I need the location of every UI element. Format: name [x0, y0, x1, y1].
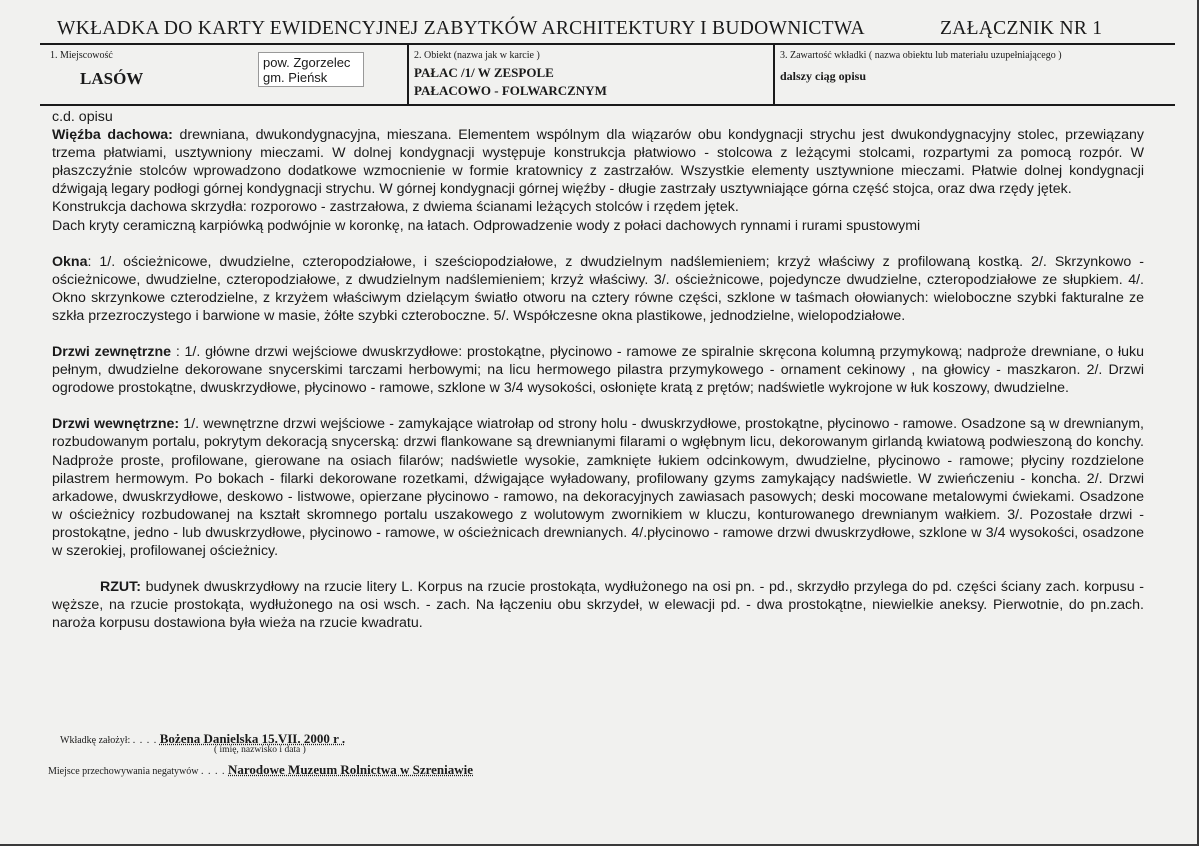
roof-heading: Więźba dachowa: [52, 127, 173, 144]
content-label: 3. Zawartość wkładki ( nazwa obiektu lub materiału uzupełniającego ) [780, 50, 1062, 61]
roof-paragraph-3: Dach kryty ceramiczną karpiówką podwójnie w koronkę, na łatach. Odprowadzenie wody z połaci dachowych rynnami i rurami spustowymi [52, 217, 921, 234]
windows-heading: Okna [52, 253, 88, 270]
windows-text: : 1/. ościeżnicowe, dwudzielne, czteropodziałowe, i sześciopodziałowe, z dwudzielnym nadślemieniem; krzyż właściwy z profilowaną kostką. 2/. Skrzynkowo - ościeżnicowe, dwudzielne, czteropodziałowe, z dwudzielnym nadślemieniem; krzyż właściwy. 3/. ościeżnicowe, pojedyncze dwudzielne, czteropodziałowe ze słupkiem. 4/. Okno skrzynkowe czterodzielne, z krzyżem właściwym dzielącym światło otworu na cztery równe części, szklone w taśmach ołowianych: wieloboczne szybki fakturalne ze szkła przezroczystego i barwione w masie, żółte szybki czteroboczne. 5/. Współczesne okna plastikowe, jednodzielne, wielopodziałowe. [52, 253, 1144, 324]
district-line-1: pow. Zgorzelec [263, 55, 351, 70]
interior-doors-text: 1/. wewnętrzne drzwi wejściowe - zamykające wiatrołap od strony holu - dwuskrzydłowe, prostokątne, płycinowo - ramowe. Osadzone są w drewnianym, rozbudowanym portalu, pokrytym dekoracją snycerską: drzwi flankowane są drewnianymi filarami o wgłębnym licu, dekorowanym girlandą kwiatową podwieszoną do konchy. Nadproże proste, profilowane, gierowane na osiach filarów; nadświetle wysokie, zamknięte łukiem odcinkowym, dwudzielne, płycinowo - ramowe; płyciny rozdzielone pilastrem hermowym. Po bokach - filarki dekorowane rozetkami, dźwigające wyładowany, profilowany gzyms zamykający nadświetle. W zwieńczeniu - koncha. 2/. Drzwi arkadowe, dwuskrzydłowe, deskowo - listwowe, opierzane płycinowo - ramowo, na dekoracyjnych zawiasach pasowych; deski mocowane metalowymi ćwiekami. Osadzone w ościeżnicy rozbudowanej na kształt skromnego portalu uszakowego z wolutowym zwornikiem w kluczu, konturowanego drewnianym wałkiem. 3/. Pozostałe drzwi - prostokątne, jedno - lub dwuskrzydłowe, płycinowo - ramowe, w ościeżnicach drewnianych. 4/.płycinowo - ramowe drzwi dwuskrzydłowe, szklone w 3/4 wysokości, osadzone w szerokiej, profilowanej ościeżnicy. [52, 416, 1144, 559]
header-top-rule [40, 43, 1175, 45]
district-line-2: gm. Pieńsk [263, 70, 328, 85]
storage-row: Miejsce przechowywania negatywów . . . . Narodowe Muzeum Rolnictwa w Szreniawie [48, 762, 474, 777]
windows-paragraph [52, 253, 1144, 325]
plan-heading: RZUT: [100, 579, 141, 596]
author-hint: ( imię, nazwisko i data ) [214, 745, 306, 755]
object-label: 2. Obiekt (nazwa jak w karcie ) [414, 50, 540, 61]
interior-doors-paragraph [52, 415, 1144, 560]
column-divider-1 [407, 43, 409, 106]
locality-label: 1. Miejscowość [50, 50, 113, 61]
roof-paragraph-2: Konstrukcja dachowa skrzydła: rozporowo - zastrzałowa, z dwiema ścianami leżących stolców i rzędem jętek. [52, 199, 739, 216]
description-body [52, 108, 1144, 632]
author-label: Wkładkę założył: [60, 735, 131, 746]
district-box [258, 52, 364, 87]
annex-number: ZAŁĄCZNIK NR 1 [940, 18, 1103, 39]
exterior-doors-text: : 1/. główne drzwi wejściowe dwuskrzydłowe: prostokątne, płycinowo - ramowe ze spiralnie skręcona kolumną przymykową; nadproże drewniane, o łuku pełnym, dwudzielne dekorowane snycerskimi tarczami herbowymi; na licu hermowego pilastra przymykowego - ornament cekinowy , na głowicy - maszkaron. 2/. Drzwi ogrodowe prostokątne, dwuskrzydłowe, płycinowo - ramowe, szklone w 3/4 wysokości, osłonięte kratą z prętów; nadświetle wykrojone w łuk koszowy, dwudzielne. [52, 344, 1144, 397]
plan-text: budynek dwuskrzydłowy na rzucie litery L. Korpus na rzucie prostokąta, wydłużonego na osi pn. - pd., skrzydło przylega do pd. części ściany zach. korpusu - węższe, na rzucie prostokąta, wydłużonego na osi wsch. - zach. Na łączeniu obu skrzydeł, w elewacji pd. - dwa prostokątne, niewielkie aneksy. Pierwotnie, do pn.zach. naroża korpusu dostawiona była wieża na rzucie kwadratu. [52, 579, 1144, 632]
content-value: dalszy ciąg opisu [780, 69, 867, 83]
author-value: Bożena Danielska 15.VII. 2000 r . [159, 731, 346, 746]
exterior-doors-paragraph [52, 343, 1144, 397]
locality-value: LASÓW [80, 69, 144, 88]
author-row: Wkładkę założył: . . . . Bożena Danielska 15.VII. 2000 r . [60, 731, 346, 746]
object-line-2: PAŁACOWO - FOLWARCZNYM [414, 83, 607, 98]
header-bottom-rule [40, 104, 1175, 106]
roof-paragraph [52, 126, 1144, 198]
storage-label: Miejsce przechowywania negatywów [48, 766, 199, 777]
exterior-doors-heading: Drzwi zewnętrzne [52, 344, 172, 361]
document-title: WKŁADKA DO KARTY EWIDENCYJNEJ ZABYTKÓW ARCHITEKTURY I BUDOWNICTWA [57, 18, 865, 39]
intro-line: c.d. opisu [52, 109, 113, 125]
storage-value: Narodowe Muzeum Rolnictwa w Szreniawie [228, 762, 474, 777]
object-line-1: PAŁAC /1/ W ZESPOLE [414, 65, 554, 80]
roof-text: drewniana, dwukondygnacyjna, mieszana. Elementem wspólnym dla wiązarów obu kondygnacji strychu jest dwukondygnacyjny stolec, przewiązany trzema płatwiami, usztywniony mieczami. W dolnej kondygnacji występuje konstrukcja płatwiowo - stolcowa z leżącymi stolcami, rozpartymi za pomocą rozpór. W płaszczyźnie stolców wprowadzono dodatkowe wzmocnienie w formie kratownicy z zastrzałów. Wszystkie elementy usztywnione mieczami. Płatwie dolnej kondygnacji dźwigają legary podłogi górnej kondygnacji strychu. W górnej kondygnacji górnej więźby - długie zastrzały usztywniające górna część stojca, oraz dwa rzędy jętek. [52, 127, 1144, 198]
interior-doors-heading: Drzwi wewnętrzne: [52, 416, 180, 433]
plan-paragraph [52, 578, 1144, 632]
column-divider-2 [773, 43, 775, 106]
